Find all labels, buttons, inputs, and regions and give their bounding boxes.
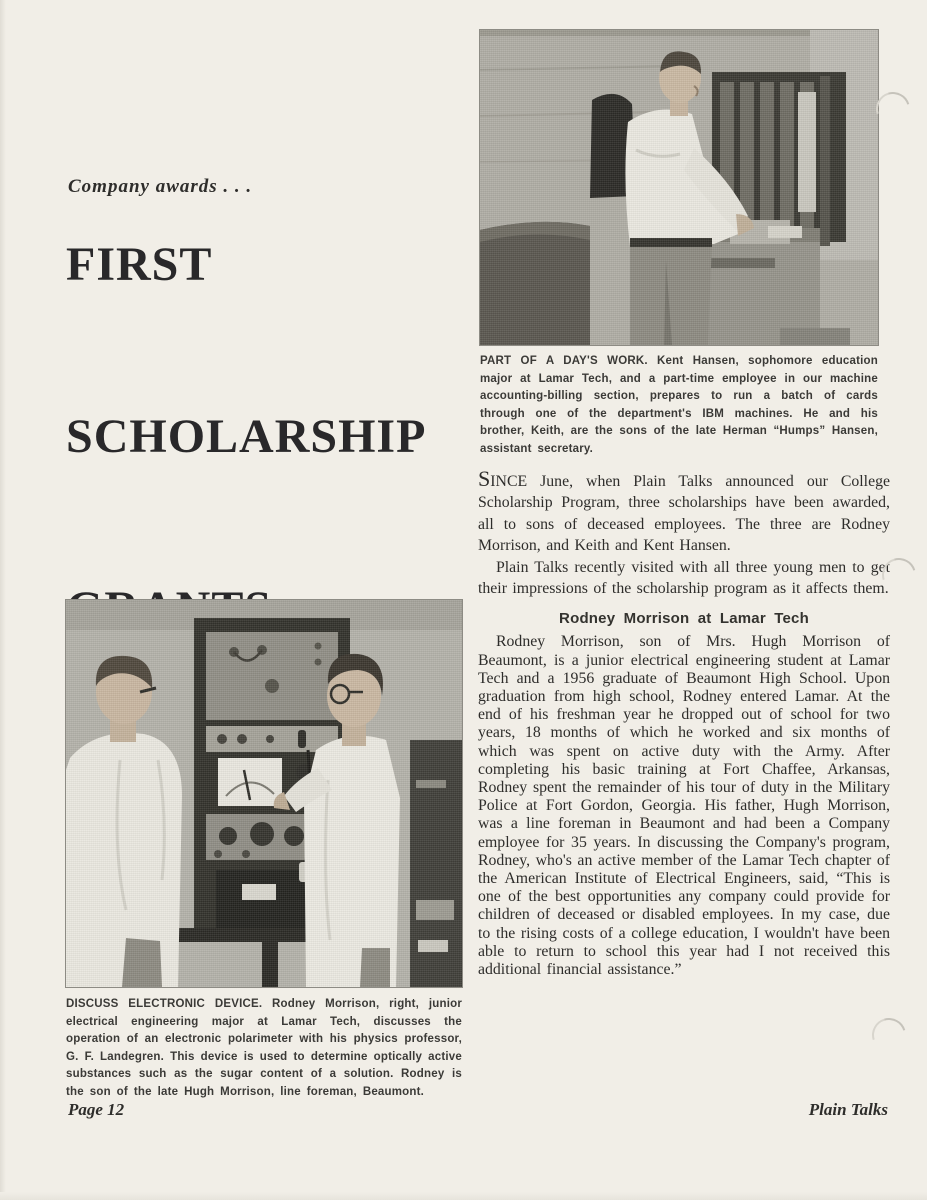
photo-top-caption: PART OF A DAY'S WORK. Kent Hansen, sophomore education major at Lamar Tech, and a part-time employee in our machine accounting-billing section, prepares to run a batch of cards through one of the department's IBM machines. He and his brother, Keith, are the sons of the late Herman “Humps” Hansen, assistant secretary. [480,355,878,455]
paragraph-2: Plain Talks recently visited with all three young men to get their impressions of the scholarship program as it affects them. [478,558,890,598]
ibm-machine-photo [480,30,878,345]
photo-bottom-caption: DISCUSS ELECTRONIC DEVICE. Rodney Morrison, right, junior electrical engineering major at Lamar Tech, discusses the operation of an electronic polarimeter with his physics professor, G. F. Landegren. This device is used to determine optically active substances such as the sugar content of a solution. Rodney is the son of the late Hugh Morrison, line foreman, Beaumont. [66,998,462,1098]
page-edge-shading-bottom [0,1192,927,1200]
kicker-text: Company awards . . . [68,176,253,197]
article-body [478,466,890,979]
section-subhead: Rodney Morrison at Lamar Tech [559,610,809,628]
binder-curl-mark [866,1012,912,1058]
polarimeter-photo [66,600,462,987]
ibm-machine-photo-illustration [480,30,878,345]
page-title [66,222,426,652]
page-edge-shading [0,0,6,1200]
paragraph-1: SINCE June, when Plain Talks announced our College Scholarship Program, three scholarships have been awarded, all to sons of deceased employees. The three are Rodney Morrison, and Keith and Kent Hansen. [478,466,890,555]
polarimeter-photo-illustration [66,600,462,987]
paragraph-3: Rodney Morrison, son of Mrs. Hugh Morrison of Beaumont, is a junior electrical engineering student at Lamar Tech and a 1956 graduate of Beaumont High School. Upon graduation from high school, Rodney entered Lamar. At the end of his freshman year he dropped out of school for two years, 18 months of which he worked and six months of which was spent on active duty with the Army. After completing his basic training at Fort Chaffee, Arkansas, Rodney spent the remainder of his tour of duty in the Military Police at Fort Gordon, Georgia. His father, Hugh Morrison, was a line foreman in Beaumont and had been a Company employee for 35 years. In discussing the Company's program, Rodney, who's an active member of the Lamar Tech chapter of the American Institute of Electrical Engineers, said, “This is one of the best opportunities any company could provide for children of deceased or disabled employees. In my case, due to the rising costs of a college education, I wouldn't have been able to return to school this year had I not received this additional financial assistance.” [478,633,890,979]
title-line-1: FIRST [66,238,213,291]
publication-name: Plain Talks [808,1100,888,1119]
page-number: Page 12 [68,1100,125,1119]
title-line-2: SCHOLARSHIP [66,410,427,463]
